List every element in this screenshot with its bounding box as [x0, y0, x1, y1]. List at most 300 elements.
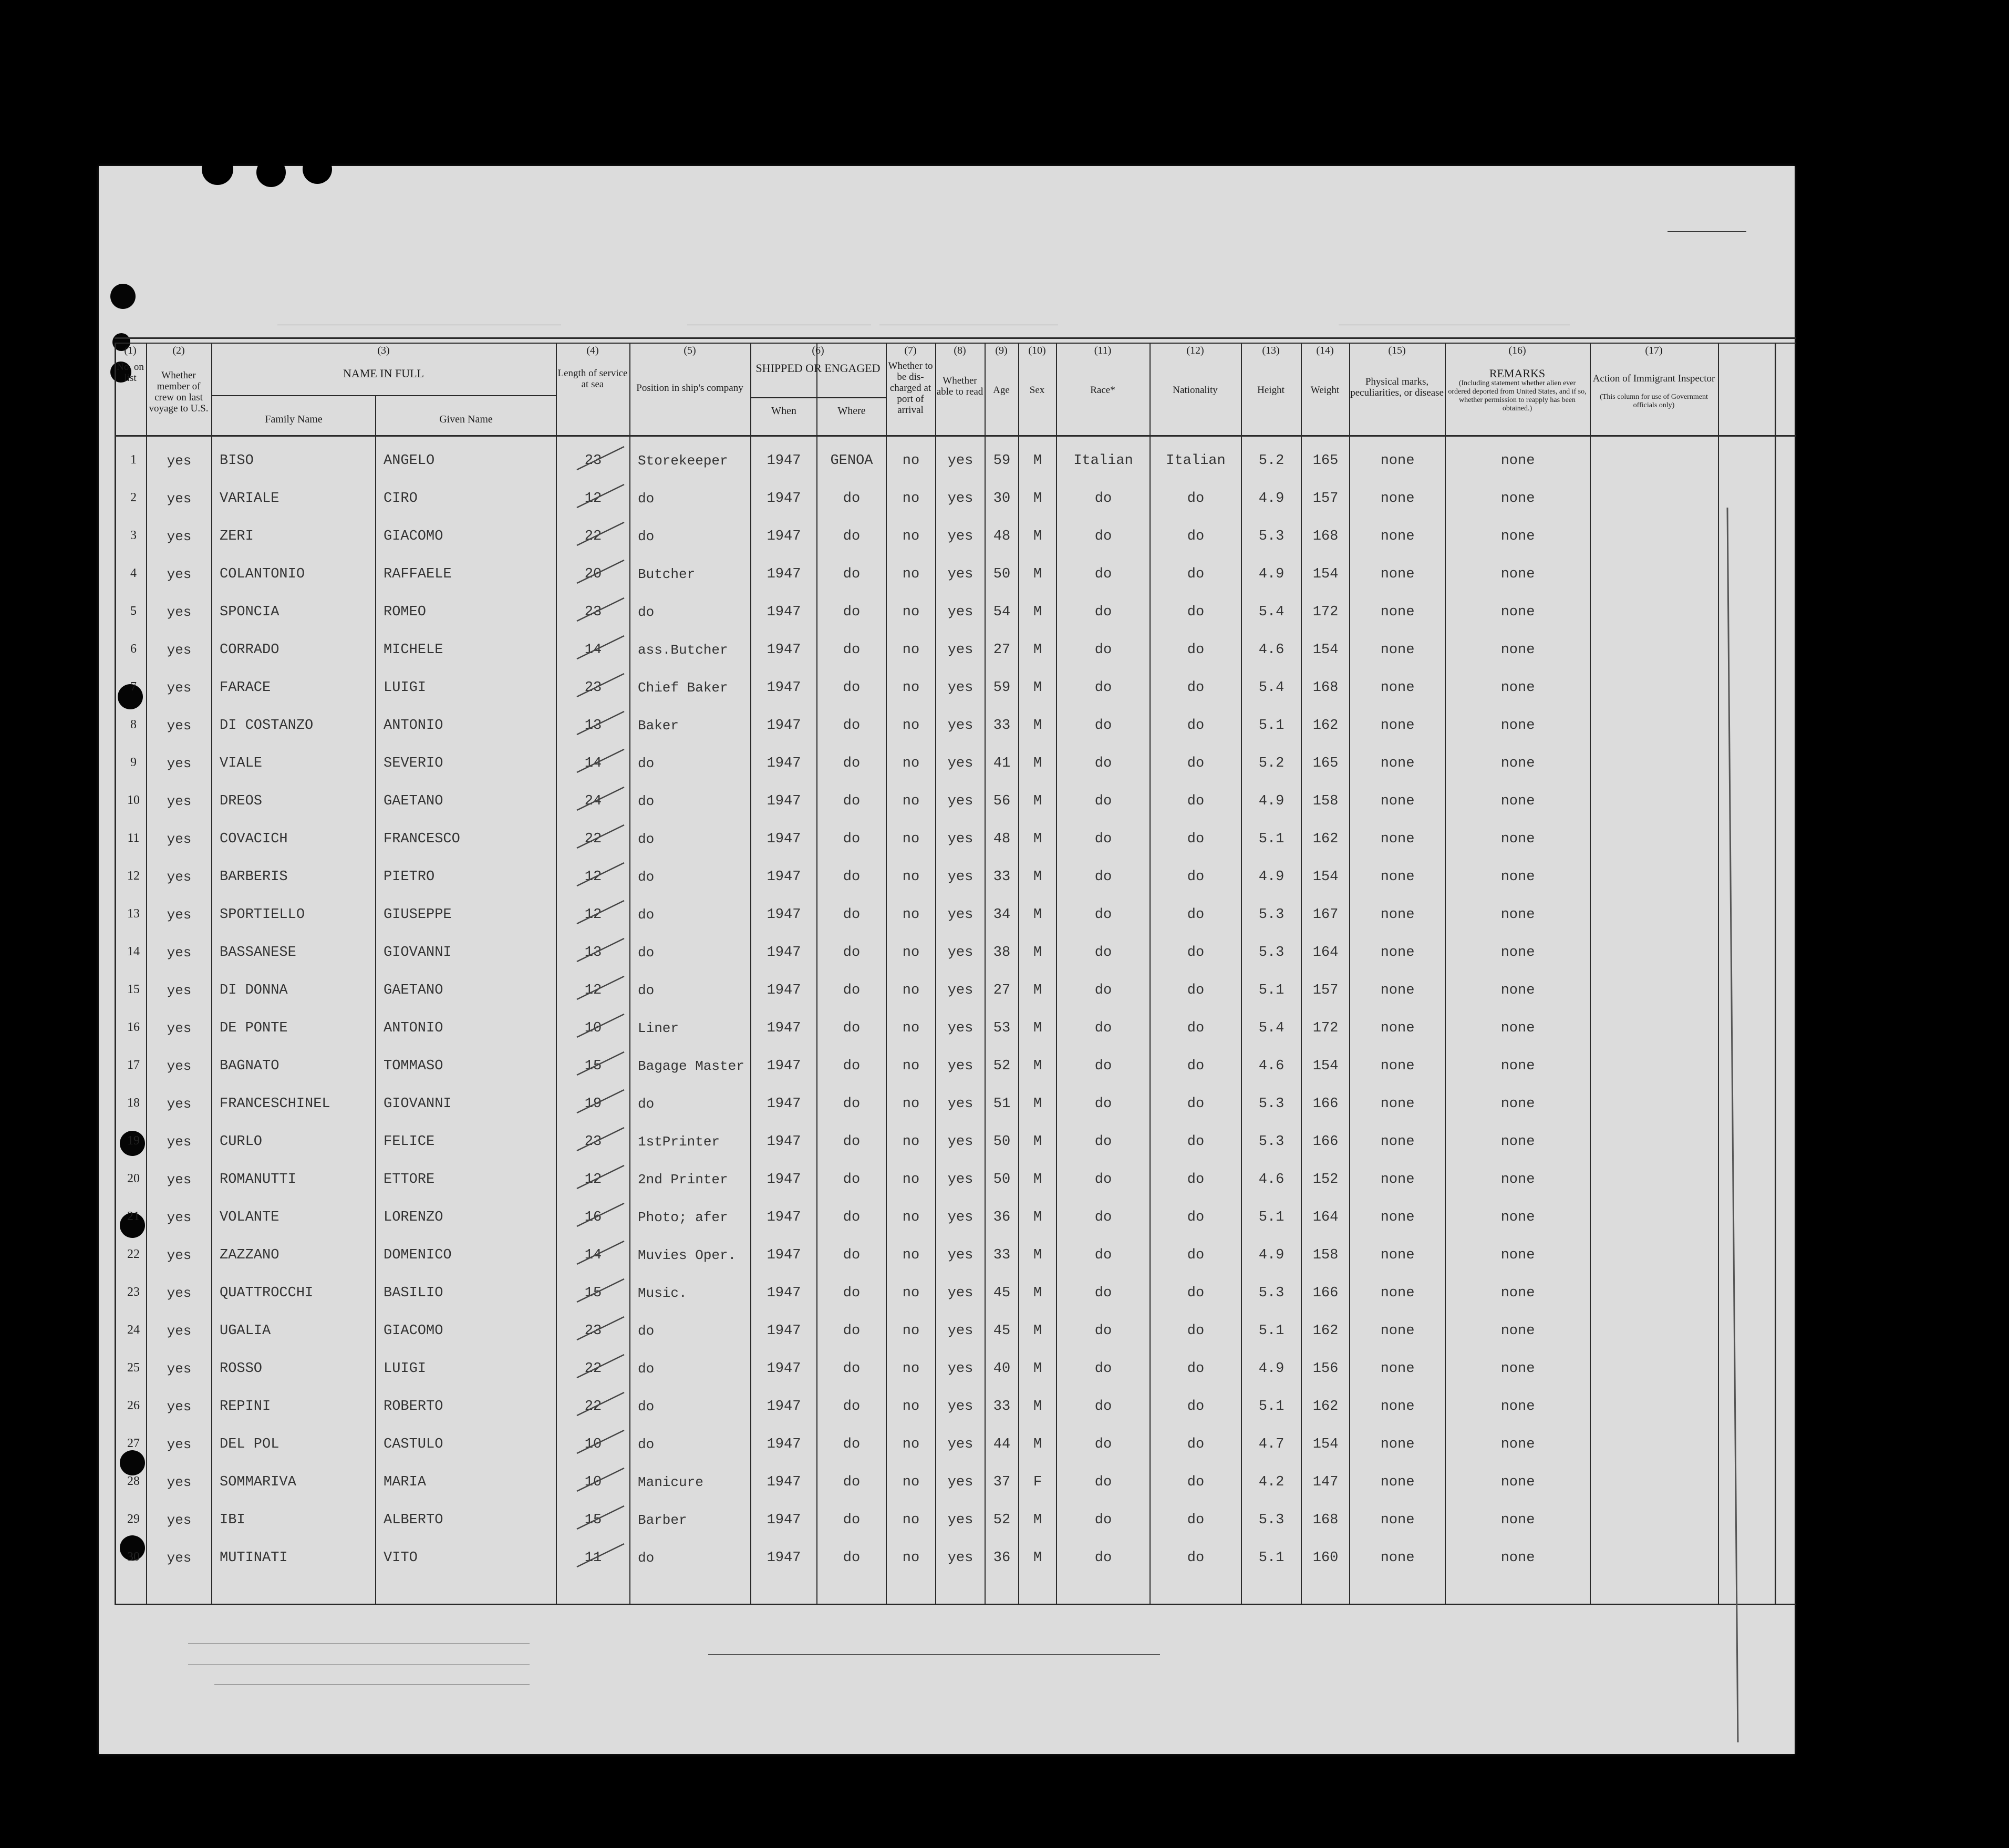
column-header: Weight	[1310, 385, 1340, 396]
cell-age: 34	[993, 907, 1011, 923]
cell-remarks: none	[1500, 1247, 1535, 1263]
cell-where: do	[843, 907, 861, 923]
cell-where: do	[843, 1474, 861, 1490]
cell-read: yes	[947, 983, 974, 998]
cell-remarks: none	[1500, 529, 1535, 544]
cell-discharged: no	[902, 869, 920, 885]
cell-no: 6	[130, 642, 137, 656]
cell-family: SPORTIELLO	[220, 907, 305, 923]
cell-where: do	[843, 1437, 861, 1452]
cell-family: REPINI	[220, 1399, 271, 1415]
cell-marks: none	[1380, 642, 1415, 658]
cell-nationality: do	[1187, 1399, 1205, 1415]
punch-hole	[120, 1450, 145, 1475]
cell-marks: none	[1380, 1020, 1415, 1036]
cell-weight: 162	[1312, 831, 1339, 847]
cell-crew: yes	[167, 831, 192, 847]
cell-family: SOMMARIVA	[220, 1474, 296, 1490]
cell-weight: 160	[1312, 1550, 1339, 1566]
cell-remarks: none	[1500, 1361, 1535, 1377]
remarks-subnote: (Including statement whether alien ever ordered deported from United States, and if so, whether permission to reapply has been obtained.)	[1448, 379, 1587, 412]
subheader-family: Family Name	[265, 414, 323, 425]
cell-race: do	[1094, 831, 1112, 847]
punch-hole	[303, 154, 332, 184]
cell-nationality: do	[1187, 1210, 1205, 1225]
cell-when: 1947	[767, 1058, 801, 1074]
cell-when: 1947	[767, 1550, 801, 1566]
cell-remarks: none	[1500, 793, 1535, 809]
cell-race: do	[1094, 1323, 1112, 1339]
check-mark	[572, 822, 629, 853]
cell-marks: none	[1380, 1285, 1415, 1301]
cell-crew: yes	[167, 793, 192, 809]
cell-nationality: do	[1187, 1020, 1205, 1036]
check-mark	[572, 1465, 629, 1496]
cell-age: 27	[993, 983, 1011, 998]
cell-position: Liner	[638, 1020, 679, 1036]
check-mark	[572, 557, 629, 589]
cell-discharged: no	[902, 1096, 920, 1112]
cell-nationality: do	[1187, 793, 1205, 809]
cell-where: do	[843, 529, 861, 544]
check-mark	[572, 973, 629, 1005]
cell-no: 4	[130, 566, 137, 580]
cell-nationality: do	[1187, 1512, 1205, 1528]
cell-where: do	[843, 604, 861, 620]
punch-hole	[110, 284, 136, 309]
cell-where: do	[843, 945, 861, 961]
cell-when: 1947	[767, 1323, 801, 1339]
cell-family: CURLO	[220, 1134, 263, 1150]
cell-family: ZERI	[220, 529, 254, 544]
cell-family: MUTINATI	[220, 1550, 288, 1566]
table-column-rule	[375, 395, 376, 1605]
cell-when: 1947	[767, 1361, 801, 1377]
cell-remarks: none	[1500, 1096, 1535, 1112]
cell-where: GENOA	[830, 453, 873, 469]
column-number: (2)	[172, 345, 185, 356]
cell-marks: none	[1380, 1210, 1415, 1225]
cell-crew: yes	[167, 945, 192, 961]
cell-where: do	[843, 1247, 861, 1263]
cell-given: ETTORE	[384, 1172, 435, 1188]
cell-weight: 154	[1312, 1058, 1339, 1074]
cell-race: do	[1094, 1247, 1112, 1263]
cell-sex: M	[1033, 1210, 1042, 1225]
cell-age: 30	[993, 491, 1011, 507]
cell-marks: none	[1380, 1550, 1415, 1566]
cell-discharged: no	[902, 1361, 920, 1377]
cell-position: 2nd Printer	[638, 1172, 728, 1188]
action-subnote: (This column for use of Government officials only)	[1600, 393, 1708, 409]
cell-no: 22	[127, 1247, 140, 1261]
cell-given: ANTONIO	[384, 718, 443, 734]
cell-position: Chief Baker	[638, 680, 728, 696]
cell-weight: 147	[1312, 1474, 1339, 1490]
cell-weight: 152	[1312, 1172, 1339, 1188]
cell-when: 1947	[767, 831, 801, 847]
cell-discharged: no	[902, 1058, 920, 1074]
cell-position: do	[638, 604, 655, 620]
cell-nationality: do	[1187, 869, 1205, 885]
column-number: (8)	[954, 345, 966, 356]
check-mark	[572, 1541, 629, 1572]
cell-position: do	[638, 869, 655, 885]
cell-given: GIUSEPPE	[384, 907, 452, 923]
cell-height: 5.1	[1258, 831, 1285, 847]
cell-sex: M	[1033, 1247, 1042, 1263]
punch-hole	[256, 158, 286, 187]
cell-marks: none	[1380, 945, 1415, 961]
cell-family: BASSANESE	[220, 945, 296, 961]
cell-position: Muvies Oper.	[638, 1247, 737, 1263]
check-mark	[572, 595, 629, 626]
cell-race: do	[1094, 529, 1112, 544]
cell-age: 54	[993, 604, 1011, 620]
column-header: Sex	[1029, 385, 1045, 396]
cell-nationality: do	[1187, 566, 1205, 582]
cell-given: FRANCESCO	[384, 831, 460, 847]
cell-remarks: none	[1500, 831, 1535, 847]
cell-no: 21	[127, 1210, 140, 1223]
cell-sex: M	[1033, 831, 1042, 847]
cell-discharged: no	[902, 1399, 920, 1415]
cell-read: yes	[947, 793, 974, 809]
cell-given: GIACOMO	[384, 529, 443, 544]
cell-weight: 168	[1312, 1512, 1339, 1528]
cell-nationality: do	[1187, 1323, 1205, 1339]
cell-race: do	[1094, 793, 1112, 809]
cell-height: 4.2	[1258, 1474, 1285, 1490]
cell-discharged: no	[902, 1285, 920, 1301]
cell-when: 1947	[767, 1437, 801, 1452]
cell-family: VOLANTE	[220, 1210, 279, 1225]
cell-where: do	[843, 566, 861, 582]
cell-height: 5.3	[1258, 1096, 1285, 1112]
cell-crew: yes	[167, 756, 192, 771]
cell-height: 5.4	[1258, 1020, 1285, 1036]
cell-race: do	[1094, 1210, 1112, 1225]
cell-service: 22	[584, 1399, 602, 1415]
cell-service: 12	[584, 491, 602, 507]
cell-marks: none	[1380, 1058, 1415, 1074]
cell-weight: 168	[1312, 680, 1339, 696]
cell-age: 38	[993, 945, 1011, 961]
cell-height: 5.1	[1258, 983, 1285, 998]
cell-family: BARBERIS	[220, 869, 288, 885]
cell-where: do	[843, 718, 861, 734]
cell-age: 27	[993, 642, 1011, 658]
cell-race: do	[1094, 1437, 1112, 1452]
cell-no: 9	[130, 756, 137, 769]
cell-nationality: do	[1187, 1361, 1205, 1377]
cell-position: do	[638, 1323, 655, 1339]
cell-remarks: none	[1500, 1550, 1535, 1566]
cell-when: 1947	[767, 680, 801, 696]
cell-read: yes	[947, 1550, 974, 1566]
cell-remarks: none	[1500, 1172, 1535, 1188]
check-mark	[572, 633, 629, 664]
column-header: No. on list	[117, 362, 144, 384]
cell-weight: 164	[1312, 1210, 1339, 1225]
cell-height: 5.1	[1258, 1550, 1285, 1566]
cell-no: 7	[130, 680, 137, 694]
cell-race: do	[1094, 1020, 1112, 1036]
cell-discharged: no	[902, 1020, 920, 1036]
cell-where: do	[843, 1172, 861, 1188]
cell-where: do	[843, 831, 861, 847]
cell-sex: M	[1033, 566, 1042, 582]
cell-sex: M	[1033, 718, 1042, 734]
cell-weight: 166	[1312, 1096, 1339, 1112]
cell-height: 4.6	[1258, 1058, 1285, 1074]
cell-remarks: none	[1500, 453, 1535, 469]
cell-discharged: no	[902, 1134, 920, 1150]
cell-marks: none	[1380, 1247, 1415, 1263]
cell-nationality: do	[1187, 1437, 1205, 1452]
cell-sex: F	[1033, 1474, 1042, 1490]
cell-age: 33	[993, 718, 1011, 734]
check-mark	[572, 1351, 629, 1383]
cell-age: 41	[993, 756, 1011, 771]
cell-sex: M	[1033, 529, 1042, 544]
cell-where: do	[843, 1210, 861, 1225]
check-mark	[572, 1049, 629, 1080]
cell-family: UGALIA	[220, 1323, 271, 1339]
cell-weight: 154	[1312, 869, 1339, 885]
cell-marks: none	[1380, 680, 1415, 696]
cell-remarks: none	[1500, 1399, 1535, 1415]
column-header: Age	[993, 385, 1010, 396]
cell-no: 28	[127, 1474, 140, 1488]
check-mark	[572, 443, 629, 475]
cell-marks: none	[1380, 756, 1415, 771]
cell-family: VIALE	[220, 756, 263, 771]
check-mark	[572, 1389, 629, 1421]
cell-height: 5.2	[1258, 453, 1285, 469]
cell-position: Baker	[638, 718, 679, 734]
column-header: Action of Immigrant Inspector	[1592, 373, 1715, 384]
cell-crew: yes	[167, 680, 192, 696]
cell-family: DI COSTANZO	[220, 718, 314, 734]
cell-when: 1947	[767, 1474, 801, 1490]
cell-no: 27	[127, 1437, 140, 1450]
cell-position: do	[638, 945, 655, 961]
cell-nationality: do	[1187, 907, 1205, 923]
cell-given: GAETANO	[384, 983, 443, 998]
cell-when: 1947	[767, 453, 801, 469]
cell-position: do	[638, 1096, 655, 1112]
cell-sex: M	[1033, 1058, 1042, 1074]
cell-weight: 164	[1312, 945, 1339, 961]
cell-weight: 158	[1312, 1247, 1339, 1263]
cell-no: 23	[127, 1285, 140, 1299]
cell-height: 4.9	[1258, 566, 1285, 582]
cell-sex: M	[1033, 1361, 1042, 1377]
table-column-rule	[1590, 343, 1591, 1605]
cell-nationality: do	[1187, 756, 1205, 771]
cell-where: do	[843, 869, 861, 885]
cell-service: 15	[584, 1285, 602, 1301]
cell-remarks: none	[1500, 642, 1535, 658]
cell-remarks: none	[1500, 1474, 1535, 1490]
cell-when: 1947	[767, 945, 801, 961]
cell-read: yes	[947, 491, 974, 507]
cell-no: 29	[127, 1512, 140, 1526]
cell-given: RAFFAELE	[384, 566, 452, 582]
cell-when: 1947	[767, 1285, 801, 1301]
cell-race: do	[1094, 718, 1112, 734]
cell-read: yes	[947, 945, 974, 961]
check-mark	[572, 670, 629, 702]
cell-marks: none	[1380, 1323, 1415, 1339]
cell-crew: yes	[167, 1323, 192, 1339]
cell-read: yes	[947, 680, 974, 696]
cell-remarks: none	[1500, 1210, 1535, 1225]
column-number: (3)	[377, 345, 390, 356]
cell-where: do	[843, 680, 861, 696]
cell-discharged: no	[902, 907, 920, 923]
cell-position: do	[638, 907, 655, 923]
cell-service: 20	[584, 566, 602, 582]
subheader-given: Given Name	[439, 414, 493, 425]
cell-crew: yes	[167, 566, 192, 582]
cell-sex: M	[1033, 907, 1042, 923]
cell-no: 17	[127, 1058, 140, 1072]
cell-service: 12	[584, 983, 602, 998]
cell-given: ROBERTO	[384, 1399, 443, 1415]
column-header: Height	[1257, 385, 1285, 396]
cell-sex: M	[1033, 756, 1042, 771]
column-number: (1)	[124, 345, 137, 356]
cell-no: 3	[130, 529, 137, 542]
cell-height: 4.9	[1258, 1361, 1285, 1377]
cell-age: 50	[993, 1134, 1011, 1150]
cell-remarks: none	[1500, 983, 1535, 998]
cell-when: 1947	[767, 793, 801, 809]
cell-nationality: do	[1187, 1134, 1205, 1150]
cell-race: do	[1094, 1474, 1112, 1490]
cell-no: 1	[130, 453, 137, 467]
cell-crew: yes	[167, 1210, 192, 1225]
column-header: Nationality	[1173, 385, 1218, 396]
cell-when: 1947	[767, 1134, 801, 1150]
cell-service: 22	[584, 529, 602, 544]
cell-sex: M	[1033, 1172, 1042, 1188]
cell-service: 23	[584, 1323, 602, 1339]
cell-position: Bagage Master	[638, 1058, 744, 1074]
column-number: (5)	[684, 345, 696, 356]
cell-read: yes	[947, 1058, 974, 1074]
cell-discharged: no	[902, 453, 920, 469]
cell-family: VARIALE	[220, 491, 279, 507]
cell-weight: 157	[1312, 983, 1339, 998]
cell-given: FELICE	[384, 1134, 435, 1150]
cell-read: yes	[947, 869, 974, 885]
cell-where: do	[843, 1361, 861, 1377]
cell-when: 1947	[767, 983, 801, 998]
cell-where: do	[843, 642, 861, 658]
cell-age: 50	[993, 566, 1011, 582]
cell-where: do	[843, 1323, 861, 1339]
cell-age: 36	[993, 1210, 1011, 1225]
cell-remarks: none	[1500, 1437, 1535, 1452]
cell-when: 1947	[767, 491, 801, 507]
cell-discharged: no	[902, 718, 920, 734]
cell-marks: none	[1380, 566, 1415, 582]
check-mark	[572, 860, 629, 891]
check-mark	[572, 1503, 629, 1534]
cell-weight: 154	[1312, 642, 1339, 658]
cell-age: 50	[993, 1172, 1011, 1188]
cell-height: 5.1	[1258, 1210, 1285, 1225]
cell-height: 4.7	[1258, 1437, 1285, 1452]
cell-race: do	[1094, 869, 1112, 885]
cell-weight: 172	[1312, 1020, 1339, 1036]
cell-where: do	[843, 1512, 861, 1528]
cell-nationality: do	[1187, 680, 1205, 696]
cell-discharged: no	[902, 1474, 920, 1490]
cell-nationality: do	[1187, 1247, 1205, 1263]
cell-sex: M	[1033, 983, 1042, 998]
cell-where: do	[843, 1285, 861, 1301]
cell-discharged: no	[902, 1323, 920, 1339]
table-column-rule	[115, 343, 116, 1605]
column-number: (6)	[812, 345, 824, 356]
cell-age: 59	[993, 453, 1011, 469]
cell-age: 45	[993, 1323, 1011, 1339]
cell-age: 45	[993, 1285, 1011, 1301]
table-column-rule	[1775, 343, 1776, 1605]
table-column-rule	[211, 343, 212, 1605]
cell-remarks: none	[1500, 1512, 1535, 1528]
cell-family: BISO	[220, 453, 254, 469]
cell-read: yes	[947, 1020, 974, 1036]
cell-crew: yes	[167, 718, 192, 734]
cell-marks: none	[1380, 1172, 1415, 1188]
cell-position: ass.Butcher	[638, 642, 728, 658]
cell-service: 23	[584, 604, 602, 620]
column-header: Length of service at sea	[557, 368, 628, 390]
cell-when: 1947	[767, 642, 801, 658]
cell-read: yes	[947, 1134, 974, 1150]
cell-weight: 168	[1312, 529, 1339, 544]
cell-sex: M	[1033, 453, 1042, 469]
cell-read: yes	[947, 1210, 974, 1225]
cell-weight: 162	[1312, 718, 1339, 734]
cell-discharged: no	[902, 491, 920, 507]
cell-read: yes	[947, 1474, 974, 1490]
cell-read: yes	[947, 1399, 974, 1415]
cell-crew: yes	[167, 1361, 192, 1377]
cell-where: do	[843, 1399, 861, 1415]
cell-remarks: none	[1500, 718, 1535, 734]
cell-position: do	[638, 831, 655, 847]
cell-crew: yes	[167, 1437, 192, 1452]
cell-service: 22	[584, 831, 602, 847]
cell-race: do	[1094, 1172, 1112, 1188]
cell-height: 4.9	[1258, 793, 1285, 809]
cell-when: 1947	[767, 604, 801, 620]
cell-read: yes	[947, 1172, 974, 1188]
column-number: (14)	[1316, 345, 1334, 356]
cell-age: 36	[993, 1550, 1011, 1566]
cell-where: do	[843, 1020, 861, 1036]
cell-weight: 166	[1312, 1285, 1339, 1301]
cell-nationality: do	[1187, 1285, 1205, 1301]
cell-sex: M	[1033, 1285, 1042, 1301]
cell-race: do	[1094, 566, 1112, 582]
